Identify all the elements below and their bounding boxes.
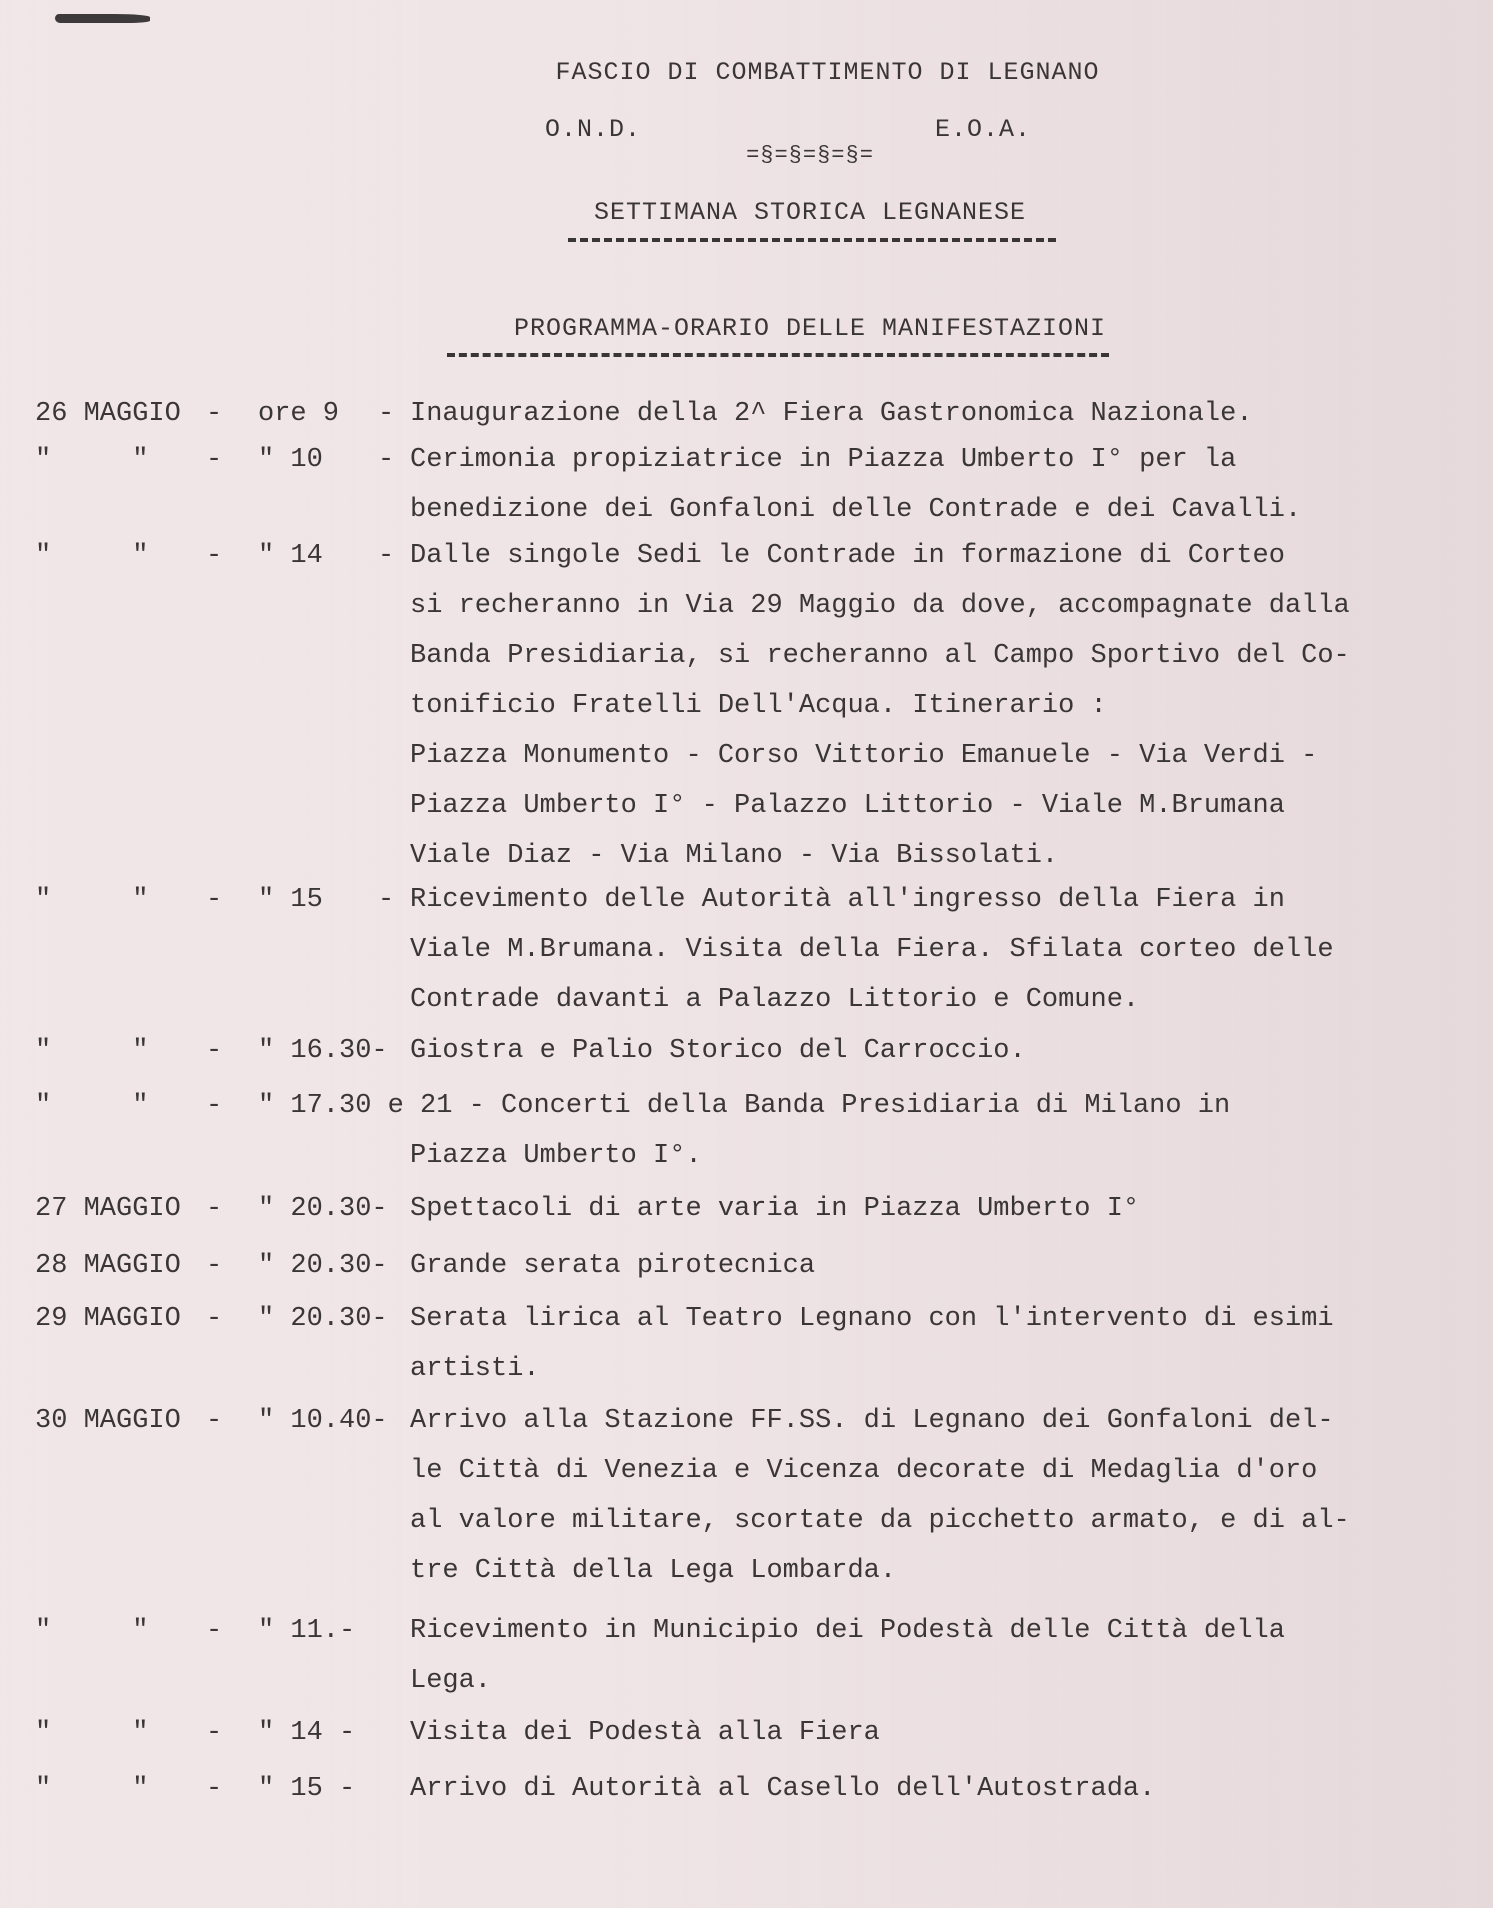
entry-date-dash: - <box>206 1091 223 1121</box>
description-line: Viale Diaz - Via Milano - Via Bissolati. <box>410 841 1059 871</box>
entry-separator: - <box>378 541 395 571</box>
entry-description <box>410 1190 1420 1240</box>
entry-date: " " <box>35 1774 149 1804</box>
entry-date: 26 MAGGIO <box>35 399 181 429</box>
entry-time: " 14 - <box>258 1718 356 1748</box>
entry-description <box>410 1402 1420 1602</box>
entry-time: " 16.30- <box>258 1036 388 1066</box>
entry-time: " 15 <box>258 885 323 915</box>
entry-date-dash: - <box>206 1616 223 1646</box>
entry-description <box>410 537 1420 887</box>
description-line: Grande serata pirotecnica <box>410 1251 816 1281</box>
entry-date-dash: - <box>206 541 223 571</box>
entry-date: 30 MAGGIO <box>35 1406 181 1436</box>
description-line: al valore militare, scortate da picchetto armato, e di al- <box>410 1506 1350 1536</box>
entry-time: " 17.30 e 21 - Concerti della Banda Presidiaria di Milano in <box>258 1091 1231 1121</box>
entry-description <box>410 1612 1420 1712</box>
ink-mark <box>55 14 150 23</box>
description-line: Spettacoli di arte varia in Piazza Umberto I° <box>410 1194 1140 1224</box>
description-line: Dalle singole Sedi le Contrade in formazione di Corteo <box>410 541 1285 571</box>
description-line <box>410 1087 1420 1137</box>
ornament: =§=§=§=§= <box>746 143 874 168</box>
entry-description <box>410 1300 1420 1400</box>
entry-time: " 10 <box>258 445 323 475</box>
description-line: artisti. <box>410 1354 540 1384</box>
entry-time: " 14 <box>258 541 323 571</box>
description-line: benedizione dei Gonfaloni delle Contrade e dei Cavalli. <box>410 495 1302 525</box>
entry-description <box>410 1770 1420 1820</box>
entry-time: " 20.30- <box>258 1194 388 1224</box>
entry-date-dash: - <box>206 1718 223 1748</box>
description-line: Viale M.Brumana. Visita della Fiera. Sfilata corteo delle <box>410 935 1334 965</box>
entry-description <box>410 395 1420 445</box>
description-line: tre Città della Lega Lombarda. <box>410 1556 897 1586</box>
entry-date-dash: - <box>206 1194 223 1224</box>
entry-description <box>410 1714 1420 1764</box>
description-line: Banda Presidiaria, si recheranno al Campo Sportivo del Co- <box>410 641 1350 671</box>
entry-time: " 11.- <box>258 1616 356 1646</box>
entry-date-dash: - <box>206 1304 223 1334</box>
entry-date: " " <box>35 1616 149 1646</box>
entry-description <box>410 441 1420 541</box>
entry-description <box>410 881 1420 1031</box>
entry-time: " 10.40- <box>258 1406 388 1436</box>
description-line: le Città di Venezia e Vicenza decorate di Medaglia d'oro <box>410 1456 1318 1486</box>
entry-date: " " <box>35 1036 149 1066</box>
entry-separator: - <box>378 445 395 475</box>
description-line: Lega. <box>410 1666 492 1696</box>
document-title: FASCIO DI COMBATTIMENTO DI LEGNANO <box>555 58 1100 87</box>
entry-date: " " <box>35 1718 149 1748</box>
entry-date: 27 MAGGIO <box>35 1194 181 1224</box>
entry-time: " 20.30- <box>258 1251 388 1281</box>
entry-description <box>410 1032 1420 1082</box>
entry-date-dash: - <box>206 399 223 429</box>
program-title-underline <box>447 353 1109 357</box>
description-line: tonificio Fratelli Dell'Acqua. Itinerario : <box>410 691 1107 721</box>
description-line: Piazza Umberto I° - Palazzo Littorio - Viale M.Brumana <box>410 791 1285 821</box>
entry-date: " " <box>35 445 149 475</box>
entry-date-dash: - <box>206 1406 223 1436</box>
entry-date: 29 MAGGIO <box>35 1304 181 1334</box>
program-title: PROGRAMMA-ORARIO DELLE MANIFESTAZIONI <box>513 314 1107 343</box>
description-line: Ricevimento in Municipio dei Podestà delle Città della <box>410 1616 1285 1646</box>
entry-date-dash: - <box>206 445 223 475</box>
description-line: Arrivo alla Stazione FF.SS. di Legnano dei Gonfaloni del- <box>410 1406 1334 1436</box>
description-line: Piazza Umberto I°. <box>410 1141 702 1171</box>
entry-time: ore 9 <box>258 399 340 429</box>
entry-time: " 15 - <box>258 1774 356 1804</box>
org-right: E.O.A. <box>935 115 1032 144</box>
entry-date-dash: - <box>206 1251 223 1281</box>
entry-separator: - <box>378 885 395 915</box>
description-line: Giostra e Palio Storico del Carroccio. <box>410 1036 1026 1066</box>
description-line: Serata lirica al Teatro Legnano con l'intervento di esimi <box>410 1304 1334 1334</box>
entry-time: " 20.30- <box>258 1304 388 1334</box>
description-line: Visita dei Podestà alla Fiera <box>410 1718 880 1748</box>
entry-date: 28 MAGGIO <box>35 1251 181 1281</box>
description-line: Arrivo di Autorità al Casello dell'Autostrada. <box>410 1774 1156 1804</box>
entry-date-dash: - <box>206 1774 223 1804</box>
entry-date: " " <box>35 885 149 915</box>
entry-separator: - <box>378 399 395 429</box>
description-line: Cerimonia propiziatrice in Piazza Umberto I° per la <box>410 445 1237 475</box>
description-line: si recheranno in Via 29 Maggio da dove, accompagnate dalla <box>410 591 1350 621</box>
description-line: Piazza Monumento - Corso Vittorio Emanuele - Via Verdi - <box>410 741 1318 771</box>
subtitle: SETTIMANA STORICA LEGNANESE <box>593 198 1027 227</box>
subtitle-underline <box>568 238 1056 242</box>
entry-description <box>410 1087 1420 1187</box>
description-line: Contrade davanti a Palazzo Littorio e Comune. <box>410 985 1140 1015</box>
entry-date-dash: - <box>206 885 223 915</box>
entry-date: " " <box>35 1091 149 1121</box>
org-left: O.N.D. <box>545 115 642 144</box>
description-line: Inaugurazione della 2^ Fiera Gastronomica Nazionale. <box>410 399 1253 429</box>
entry-description <box>410 1247 1420 1297</box>
entry-date: " " <box>35 541 149 571</box>
entry-date-dash: - <box>206 1036 223 1066</box>
description-line: Ricevimento delle Autorità all'ingresso della Fiera in <box>410 885 1285 915</box>
